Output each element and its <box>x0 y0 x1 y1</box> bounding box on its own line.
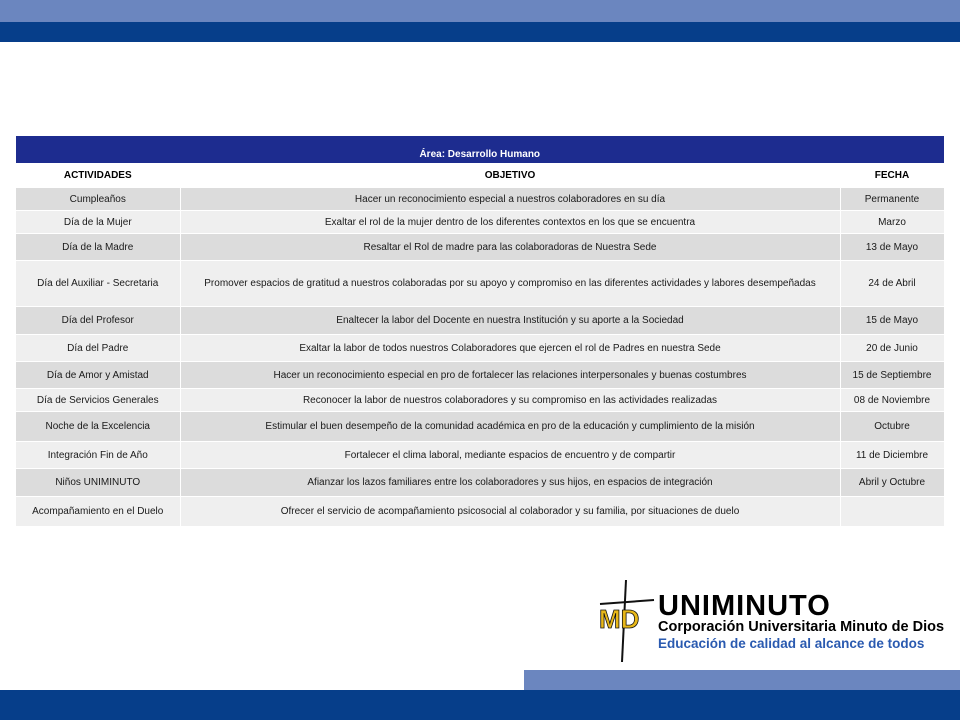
table-row <box>16 211 944 234</box>
bottom-band-dark <box>0 690 960 720</box>
date-cell: 08 de Noviembre <box>840 389 944 412</box>
date-cell <box>840 497 944 527</box>
activities-table <box>16 136 945 527</box>
activity-cell: Integración Fin de Año <box>16 442 180 469</box>
uniminuto-logo <box>596 578 945 662</box>
brand-subtitle: Corporación Universitaria Minuto de Dios <box>658 619 945 635</box>
objective-cell: Ofrecer el servicio de acompañamiento psicosocial al colaborador y su familia, por situaciones de duelo <box>180 497 840 527</box>
objective-cell: Fortalecer el clima laboral, mediante espacios de encuentro y de compartir <box>180 442 840 469</box>
table-row <box>16 389 944 412</box>
table-row <box>16 497 944 527</box>
bottom-band-light <box>524 670 960 690</box>
date-cell: 15 de Mayo <box>840 307 944 335</box>
table-row <box>16 307 944 335</box>
objective-cell: Exaltar el rol de la mujer dentro de los diferentes contextos en los que se encuentra <box>180 211 840 234</box>
date-cell: 20 de Junio <box>840 335 944 362</box>
table-row <box>16 234 944 261</box>
activity-cell: Día de la Mujer <box>16 211 180 234</box>
table-row <box>16 362 944 389</box>
top-band-dark <box>0 22 960 42</box>
activity-cell: Noche de la Excelencia <box>16 412 180 442</box>
objective-cell: Estimular el buen desempeño de la comunidad académica en pro de la educación y cumplimiento de la misión <box>180 412 840 442</box>
activity-cell: Cumpleaños <box>16 188 180 211</box>
header-activities: ACTIVIDADES <box>16 164 180 188</box>
activity-cell: Día del Padre <box>16 335 180 362</box>
md-cross-icon <box>596 578 656 662</box>
date-cell: Octubre <box>840 412 944 442</box>
activity-cell: Día del Auxiliar - Secretaria <box>16 261 180 307</box>
date-cell: 24 de Abril <box>840 261 944 307</box>
table-row <box>16 188 944 211</box>
date-cell: Abril y Octubre <box>840 469 944 497</box>
header-date: FECHA <box>840 164 944 188</box>
date-cell: Marzo <box>840 211 944 234</box>
date-cell: 15 de Septiembre <box>840 362 944 389</box>
objective-cell: Hacer un reconocimiento especial a nuestros colaboradores en su día <box>180 188 840 211</box>
area-title: Área: Desarrollo Humano <box>16 136 944 164</box>
objective-cell: Enaltecer la labor del Docente en nuestra Institución y su aporte a la Sociedad <box>180 307 840 335</box>
header-objective: OBJETIVO <box>180 164 840 188</box>
header-row <box>16 164 944 188</box>
objective-cell: Resaltar el Rol de madre para las colaboradoras de Nuestra Sede <box>180 234 840 261</box>
top-band-light <box>0 0 960 22</box>
table-row <box>16 261 944 307</box>
date-cell: Permanente <box>840 188 944 211</box>
table-row <box>16 335 944 362</box>
date-cell: 11 de Diciembre <box>840 442 944 469</box>
area-title-row <box>16 136 944 164</box>
objective-cell: Promover espacios de gratitud a nuestros colaboradas por su apoyo y compromiso en las diferentes actividades y labores desempeñadas <box>180 261 840 307</box>
objective-cell: Exaltar la labor de todos nuestros Colaboradores que ejercen el rol de Padres en nuestra Sede <box>180 335 840 362</box>
activity-cell: Día del Profesor <box>16 307 180 335</box>
date-cell: 13 de Mayo <box>840 234 944 261</box>
md-letters: MD <box>599 604 640 634</box>
table-row <box>16 442 944 469</box>
table-row <box>16 469 944 497</box>
table-row <box>16 412 944 442</box>
objective-cell: Reconocer la labor de nuestros colaboradores y su compromiso en las actividades realizadas <box>180 389 840 412</box>
activity-cell: Día de Amor y Amistad <box>16 362 180 389</box>
brand-slogan: Educación de calidad al alcance de todos <box>658 636 925 651</box>
activities-table-wrap <box>16 136 944 527</box>
activity-cell: Acompañamiento en el Duelo <box>16 497 180 527</box>
activity-cell: Niños UNIMINUTO <box>16 469 180 497</box>
objective-cell: Afianzar los lazos familiares entre los colaboradores y sus hijos, en espacios de integración <box>180 469 840 497</box>
brand-name: UNIMINUTO <box>658 590 831 622</box>
activity-cell: Día de la Madre <box>16 234 180 261</box>
objective-cell: Hacer un reconocimiento especial en pro de fortalecer las relaciones interpersonales y buenas costumbres <box>180 362 840 389</box>
activity-cell: Día de Servicios Generales <box>16 389 180 412</box>
